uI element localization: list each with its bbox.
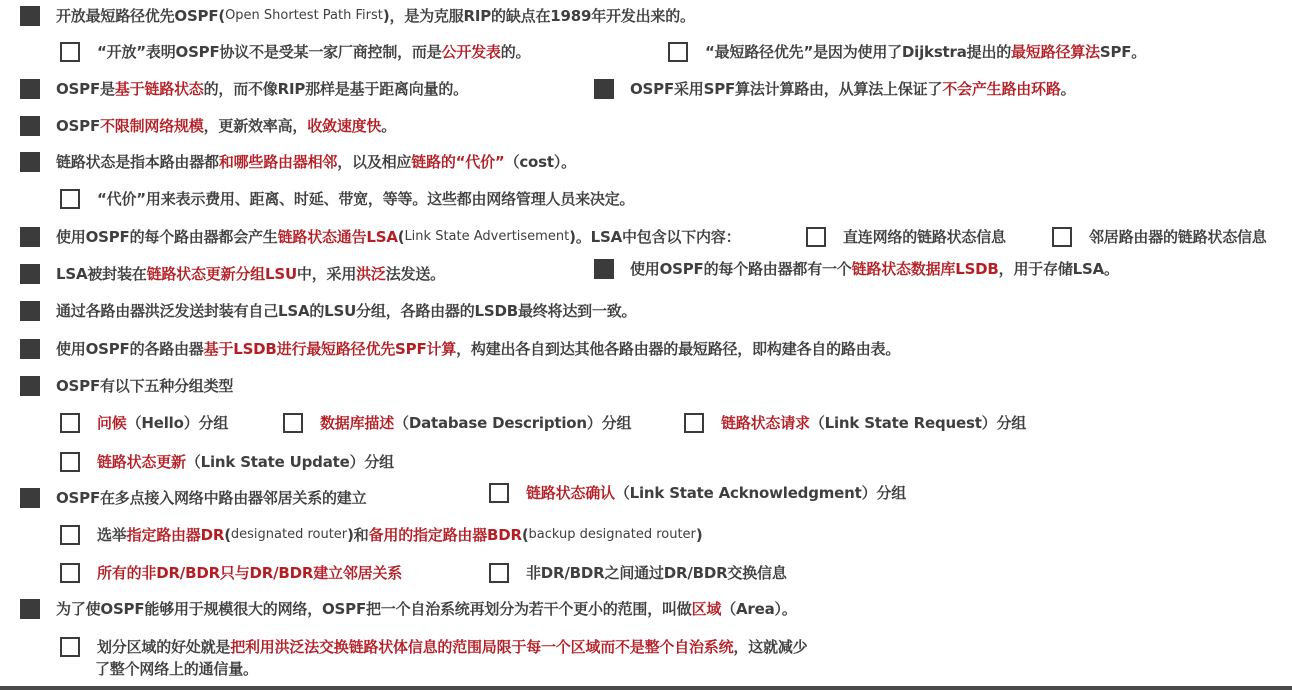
line-text: 划分区域的好处就是: [97, 638, 231, 656]
line-packet-hello: [60, 412, 228, 433]
line-text: (: [224, 525, 231, 544]
line-text: 了整个网络上的通信量。: [95, 660, 258, 678]
line-text: 的。: [500, 43, 531, 61]
checkbox-icon: [668, 42, 688, 62]
line-area-benefit: [60, 636, 807, 657]
line-text: 选举: [97, 526, 127, 544]
english-term-text: Open Shortest Path First: [225, 8, 383, 23]
line-text: 通过各路由器洪泛发送封装有自己LSA的LSU分组，各路由器的LSDB最终将达到一致。: [56, 302, 637, 320]
line-text: )。LSA中包含以下内容：: [569, 228, 741, 246]
bullet-square-icon: [20, 264, 40, 284]
line-no-routing-loop: [594, 78, 1075, 99]
english-term-text: backup designated router: [528, 527, 696, 542]
line-packet-lsr: [684, 412, 1026, 433]
checkbox-icon: [60, 563, 80, 583]
line-link-state-definition: [20, 151, 576, 172]
highlight-text: 收敛速度快: [307, 117, 382, 135]
line-text: OSPF是: [56, 80, 115, 98]
highlight-text: 最短路径算法: [1011, 43, 1100, 61]
line-no-scale-limit: [20, 115, 396, 136]
line-link-state-based: [20, 78, 468, 99]
line-text: （Database Description）分组: [394, 414, 632, 432]
line-text: （Link State Acknowledgment）分组: [614, 484, 907, 502]
line-drother-adjacency: [60, 562, 402, 583]
bullet-square-icon: [20, 488, 40, 508]
line-text: 为了使OSPF能够用于规模很大的网络，OSPF把一个自治系统再划分为若干个更小的范围，叫做: [56, 600, 692, 618]
highlight-text: 所有的非DR/BDR只与DR/BDR建立邻居关系: [97, 564, 403, 582]
checkbox-icon: [489, 483, 509, 503]
line-text: 中，采用: [296, 265, 357, 283]
line-text: 邻居路由器的链路状态信息: [1089, 228, 1267, 246]
line-lsa-direct-links: [806, 226, 1006, 247]
highlight-text: 备用的指定路由器BDR: [368, 526, 522, 544]
bullet-square-icon: [20, 599, 40, 619]
line-multiaccess-neighbors: [20, 487, 366, 508]
line-text: “最短路径优先”是因为使用了Dijkstra提出的: [705, 43, 1012, 61]
english-term-text: Link State Advertisement: [404, 229, 570, 244]
line-open-meaning: [60, 41, 530, 62]
line-text: OSPF: [56, 116, 100, 135]
highlight-text: 和哪些路由器相邻: [218, 153, 338, 171]
line-text: OSPF采用SPF算法计算路由，从算法上保证了: [630, 80, 943, 98]
line-text: ，用于存储LSA。: [998, 260, 1119, 278]
line-lsa-neighbor-links: [1052, 226, 1267, 247]
highlight-text: 链路的“代价”: [411, 153, 505, 171]
line-spf-calculation: [20, 338, 900, 359]
line-text: ，更新效率高，: [203, 117, 308, 135]
line-text: 使用OSPF的每个路由器都会产生: [56, 228, 278, 246]
bullet-square-icon: [594, 259, 614, 279]
line-text: 非DR/BDR之间通过DR/BDR交换信息: [526, 564, 787, 582]
bullet-square-icon: [594, 79, 614, 99]
line-text: ，以及相应: [337, 153, 412, 171]
line-text: )和: [347, 526, 369, 544]
line-text: “代价”用来表示费用、距离、时延、带宽，等等。这些都由网络管理人员来决定。: [97, 190, 635, 208]
line-text: OSPF有以下五种分组类型: [56, 377, 234, 395]
highlight-text: 区域: [691, 600, 722, 618]
checkbox-icon: [806, 227, 826, 247]
checkbox-icon: [60, 189, 80, 209]
line-text: ，构建出各自到达其他各路由器的最短路径，即构建各自的路由表。: [456, 340, 901, 358]
line-text: 的，而不像RIP那样是基于距离向量的。: [203, 80, 468, 98]
highlight-text: 基于LSDB进行最短路径优先SPF计算: [203, 340, 457, 358]
bottom-divider: [0, 686, 1292, 690]
highlight-text: 问候: [97, 414, 127, 432]
highlight-text: 链路状态更新: [97, 453, 186, 471]
line-cost-definition: [60, 188, 634, 209]
line-text: 开放最短路径优先OSPF(: [56, 7, 226, 25]
line-text: 。: [381, 117, 397, 135]
english-term-text: designated router: [230, 527, 348, 542]
highlight-text: 基于链路状态: [114, 80, 204, 98]
line-text: 链路状态是指本路由器都: [56, 153, 219, 171]
highlight-text: 链路状态通告LSA: [277, 228, 398, 246]
line-text: )，是为克服RIP的缺点在1989年开发出来的。: [382, 7, 695, 25]
line-text: （cost）。: [504, 153, 576, 171]
highlight-text: 公开发表: [441, 43, 501, 61]
bullet-square-icon: [20, 227, 40, 247]
line-packet-dd: [283, 412, 631, 433]
checkbox-icon: [60, 42, 80, 62]
line-text: （Link State Request）分组: [809, 414, 1027, 432]
highlight-text: 不限制网络规模: [100, 117, 204, 135]
line-text: SPF。: [1099, 43, 1147, 61]
line-text: 直连网络的链路状态信息: [843, 228, 1006, 246]
highlight-text: 链路状态更新分组LSU: [146, 265, 297, 283]
highlight-text: 不会产生路由环路: [942, 80, 1061, 98]
bullet-square-icon: [20, 152, 40, 172]
checkbox-icon: [60, 413, 80, 433]
line-text: 使用OSPF的每个路由器都有一个: [630, 260, 852, 278]
line-packet-lsu: [60, 451, 394, 472]
line-shortest-path-meaning: [668, 41, 1146, 62]
highlight-text: 链路状态数据库LSDB: [851, 260, 999, 278]
line-lsdb: [594, 258, 1119, 279]
checkbox-icon: [283, 413, 303, 433]
line-drother-exchange: [489, 562, 787, 583]
line-lsa: [20, 226, 740, 247]
line-elect-dr-bdr: [60, 524, 703, 545]
bullet-square-icon: [20, 301, 40, 321]
line-text: LSA被封装在: [56, 265, 147, 283]
line-text: OSPF在多点接入网络中路由器邻居关系的建立: [56, 489, 367, 507]
bullet-square-icon: [20, 6, 40, 26]
line-text: (: [397, 227, 405, 246]
checkbox-icon: [684, 413, 704, 433]
line-text: 。: [1060, 80, 1076, 98]
line-text: 法发送。: [385, 265, 445, 283]
bullet-square-icon: [20, 376, 40, 396]
checkbox-icon: [1052, 227, 1072, 247]
bullet-square-icon: [20, 116, 40, 136]
line-lsdb-consistent: [20, 300, 636, 321]
line-packet-types-heading: [20, 375, 233, 396]
line-text: （Hello）分组: [126, 414, 229, 432]
checkbox-icon: [60, 637, 80, 657]
line-ospf-intro: [20, 5, 695, 26]
highlight-text: 数据库描述: [320, 414, 395, 432]
bullet-square-icon: [20, 79, 40, 99]
line-text: (: [521, 525, 529, 544]
line-text: （Area）。: [721, 600, 797, 618]
line-text: （Link State Update）分组: [185, 453, 394, 471]
line-text: “开放”表明OSPF协议不是受某一家厂商控制，而是: [97, 43, 442, 61]
highlight-text: 链路状态确认: [526, 484, 615, 502]
checkbox-icon: [60, 452, 80, 472]
line-area: [20, 598, 797, 619]
bullet-square-icon: [20, 339, 40, 359]
line-lsu: [20, 263, 445, 284]
line-text: ，这就减少: [733, 638, 808, 656]
checkbox-icon: [489, 563, 509, 583]
highlight-text: 把利用洪泛法交换链路状体信息的范围局限于每一个区域而不是整个自治系统: [230, 638, 734, 656]
line-text: 使用OSPF的各路由器: [56, 340, 204, 358]
highlight-text: 链路状态请求: [721, 414, 810, 432]
highlight-text: 洪泛: [356, 265, 386, 283]
checkbox-icon: [60, 525, 80, 545]
line-text: ): [695, 525, 703, 544]
highlight-text: 指定路由器DR: [126, 526, 225, 544]
line-area-benefit-cont: [95, 658, 258, 679]
line-packet-lsack: [489, 482, 906, 503]
